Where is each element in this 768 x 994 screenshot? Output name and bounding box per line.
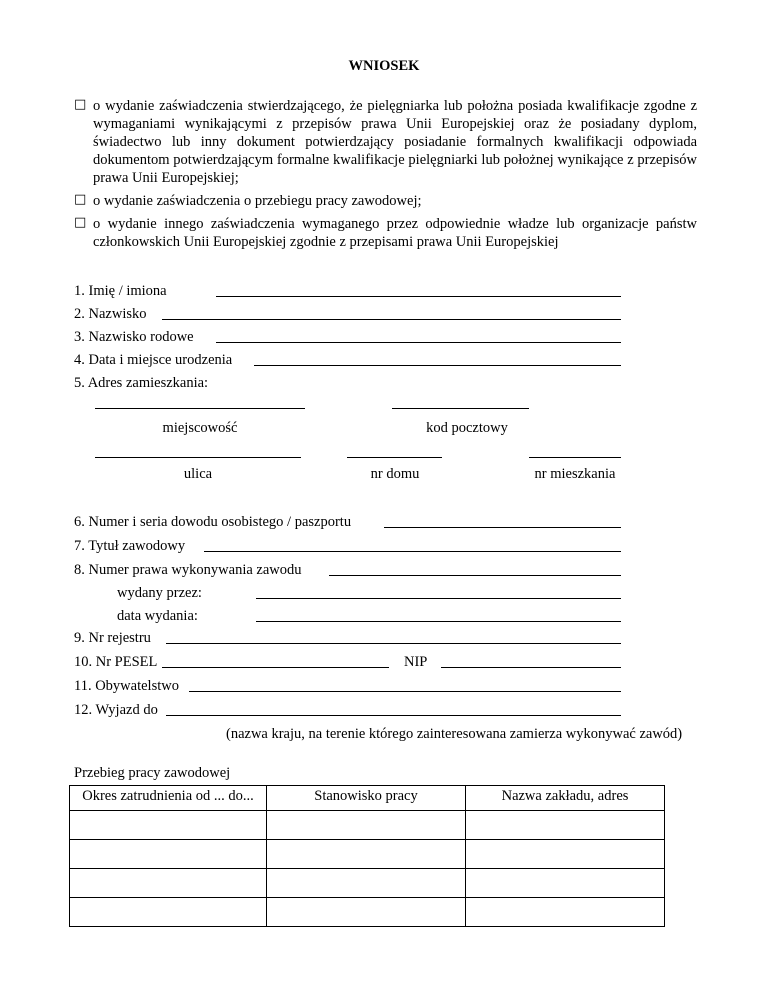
- column-header-employer: Nazwa zakładu, adres: [466, 786, 665, 811]
- table-row: [70, 840, 665, 869]
- field-surname-label: 2. Nazwisko: [74, 306, 147, 322]
- surname-input-line[interactable]: [162, 319, 621, 320]
- form-title: WNIOSEK: [348, 58, 420, 74]
- table-row: [70, 811, 665, 840]
- field-nip-label: NIP: [404, 654, 428, 670]
- checkbox-option-1[interactable]: □: [74, 97, 87, 112]
- license-input-line[interactable]: [329, 575, 621, 576]
- postal-code-caption: kod pocztowy: [426, 420, 508, 436]
- city-input-line[interactable]: [95, 408, 305, 409]
- column-header-position: Stanowisko pracy: [267, 786, 466, 811]
- work-history-heading: Przebieg pracy zawodowej: [74, 765, 231, 781]
- issued-by-input-line[interactable]: [256, 598, 621, 599]
- option-1-text: o wydanie zaświadczenia stwierdzającego, że pielęgniarka lub położna posiada kwalifikacje zgodne z wymaganiami wynikającymi z przepisów prawa Unii Europejskiej oraz że posiadany dyplom, świadectwo lub inny dokument potwierdzający posiadanie formalnych kwalifikacji odpowiada dokumentom potwierdzającym formalne kwalifikacje pielęgniarki lub położnej wynikające z przepisów prawa Unii Europejskiej;: [93, 98, 697, 186]
- checkbox-option-3[interactable]: □: [74, 215, 87, 230]
- table-row: [70, 869, 665, 898]
- field-destination-label: 12. Wyjazd do: [74, 702, 158, 718]
- table-cell[interactable]: [466, 869, 665, 898]
- house-number-input-line[interactable]: [347, 457, 442, 458]
- nip-input-line[interactable]: [441, 667, 621, 668]
- table-row: [70, 898, 665, 927]
- field-register-label: 9. Nr rejestru: [74, 630, 151, 646]
- field-pesel-label: 10. Nr PESEL: [74, 654, 158, 670]
- city-caption: miejscowość: [162, 420, 238, 436]
- postal-code-input-line[interactable]: [392, 408, 529, 409]
- title-input-line[interactable]: [204, 551, 621, 552]
- column-header-period: Okres zatrudnienia od ... do...: [70, 786, 267, 811]
- issue-date-input-line[interactable]: [256, 621, 621, 622]
- apartment-number-input-line[interactable]: [529, 457, 621, 458]
- work-history-table: [69, 785, 665, 927]
- destination-note: (nazwa kraju, na terenie którego zainteresowana zamierza wykonywać zawód): [226, 726, 683, 742]
- house-number-caption: nr domu: [370, 466, 420, 482]
- field-issued-by-label: wydany przez:: [117, 585, 202, 601]
- table-header-row: [70, 786, 665, 811]
- destination-input-line[interactable]: [166, 715, 621, 716]
- table-cell[interactable]: [70, 811, 267, 840]
- street-caption: ulica: [183, 466, 213, 482]
- checkbox-option-2[interactable]: □: [74, 192, 87, 207]
- table-cell[interactable]: [70, 869, 267, 898]
- table-cell[interactable]: [267, 898, 466, 927]
- table-cell[interactable]: [466, 811, 665, 840]
- maiden-name-input-line[interactable]: [216, 342, 621, 343]
- field-birth-label: 4. Data i miejsce urodzenia: [74, 352, 233, 368]
- street-input-line[interactable]: [95, 457, 301, 458]
- field-license-label: 8. Numer prawa wykonywania zawodu: [74, 562, 302, 578]
- field-address-label: 5. Adres zamieszkania:: [74, 375, 209, 391]
- option-3-text: o wydanie innego zaświadczenia wymaganego przez odpowiednie władze lub organizacje państw członkowskich Unii Europejskiej zgodnie z przepisami prawa Unii Europejskiej: [93, 216, 697, 250]
- table-cell[interactable]: [70, 898, 267, 927]
- field-first-name-label: 1. Imię / imiona: [74, 283, 167, 299]
- first-name-input-line[interactable]: [216, 296, 621, 297]
- pesel-input-line[interactable]: [162, 667, 389, 668]
- apartment-number-caption: nr mieszkania: [534, 466, 616, 482]
- field-title-label: 7. Tytuł zawodowy: [74, 538, 186, 554]
- field-maiden-name-label: 3. Nazwisko rodowe: [74, 329, 194, 345]
- field-citizenship-label: 11. Obywatelstwo: [74, 678, 179, 694]
- table-cell[interactable]: [466, 840, 665, 869]
- register-input-line[interactable]: [166, 643, 621, 644]
- id-document-input-line[interactable]: [384, 527, 621, 528]
- table-cell[interactable]: [267, 869, 466, 898]
- option-2-text: o wydanie zaświadczenia o przebiegu pracy zawodowej;: [93, 193, 422, 209]
- citizenship-input-line[interactable]: [189, 691, 621, 692]
- table-cell[interactable]: [267, 840, 466, 869]
- field-id-document-label: 6. Numer i seria dowodu osobistego / paszportu: [74, 514, 352, 530]
- table-cell[interactable]: [70, 840, 267, 869]
- birth-input-line[interactable]: [254, 365, 621, 366]
- table-cell[interactable]: [466, 898, 665, 927]
- field-issue-date-label: data wydania:: [117, 608, 198, 624]
- table-cell[interactable]: [267, 811, 466, 840]
